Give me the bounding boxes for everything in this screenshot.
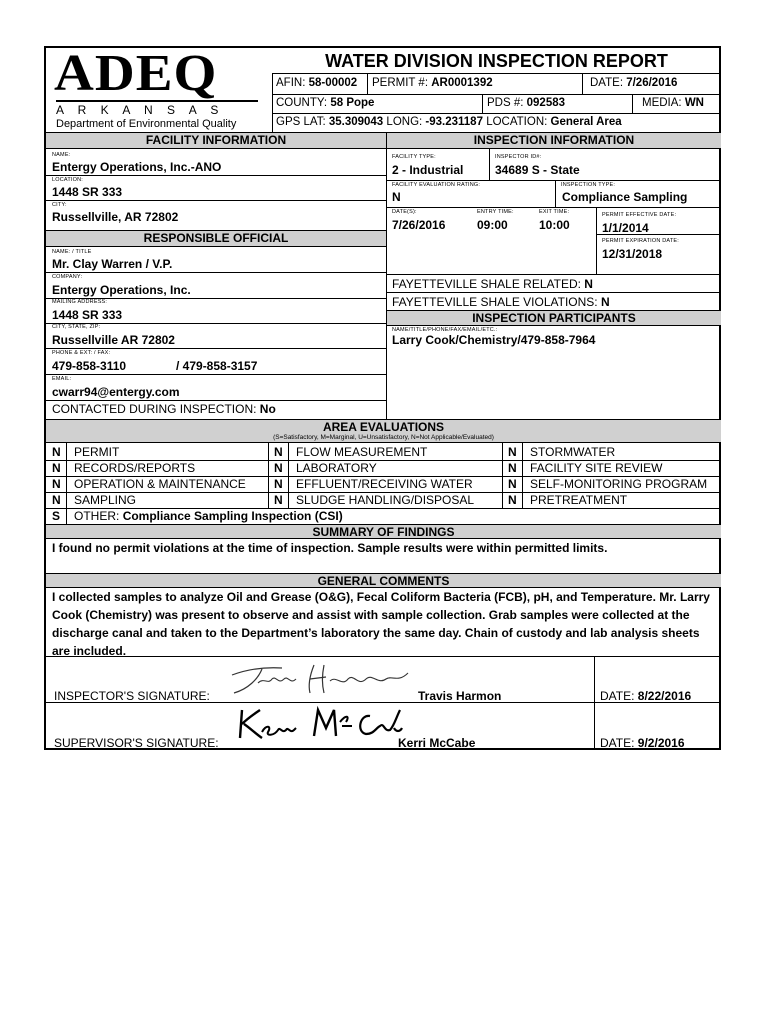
summary-findings-header: SUMMARY OF FINDINGS xyxy=(46,524,721,539)
logo-wordmark: ADEQ xyxy=(54,45,218,102)
permit-expiration-value: 12/31/2018 xyxy=(602,247,663,261)
area-evaluation-label: EFFLUENT/RECEIVING WATER xyxy=(296,477,473,491)
supervisor-date: DATE: 9/2/2016 xyxy=(600,736,685,750)
dates-value: 7/26/2016 xyxy=(392,218,446,232)
official-phone-label: PHONE & EXT: / FAX: xyxy=(52,350,111,356)
inspection-report-form xyxy=(44,46,721,750)
gps-location-field: GPS LAT: 35.309043 LONG: -93.231187 LOCATION: General Area xyxy=(276,116,622,128)
area-evaluation-label: OPERATION & MAINTENANCE xyxy=(74,477,246,491)
general-comments-header: GENERAL COMMENTS xyxy=(46,573,721,588)
area-evaluation-code: N xyxy=(508,477,517,491)
logo-department: Department of Environmental Quality xyxy=(56,118,237,130)
facility-city-value: Russellville, AR 72802 xyxy=(52,210,179,224)
area-evaluation-code: N xyxy=(52,477,61,491)
official-fax-value: / 479-858-3157 xyxy=(176,359,258,373)
area-evaluation-code: N xyxy=(274,445,283,459)
exit-time-value: 10:00 xyxy=(539,218,570,232)
report-title: WATER DIVISION INSPECTION REPORT xyxy=(325,51,668,71)
area-evaluation-code: N xyxy=(274,477,283,491)
facility-type-value: 2 - Industrial xyxy=(392,163,464,177)
fayetteville-shale-violations: FAYETTEVILLE SHALE VIOLATIONS: N xyxy=(392,295,610,309)
general-comments-text: I collected samples to analyze Oil and Grease (O&G), Fecal Coliform Bacteria (FCB), pH, and Temperature. Mr. Larry Cook (Chemistry) was present to observe and assist with sample collection. Grab samples were collected at the discharge canal and taken to the Department’s laboratory the same day. Chain of custody and lab analysis sheets are included. xyxy=(52,590,710,658)
official-company-label: COMPANY: xyxy=(52,274,83,280)
area-evaluations-legend: (S=Satisfactory, M=Marginal, U=Unsatisfactory, N=Not Applicable/Evaluated) xyxy=(273,434,494,441)
area-evaluation-label: SAMPLING xyxy=(74,493,137,507)
exit-time-label: EXIT TIME: xyxy=(539,209,570,215)
supervisor-printed-name: Kerri McCabe xyxy=(398,736,476,750)
area-other-row xyxy=(46,508,721,524)
inspector-signature-label: INSPECTOR'S SIGNATURE: xyxy=(54,689,210,703)
afin-field: AFIN: 58-00002 xyxy=(276,77,358,89)
area-evaluation-code: N xyxy=(274,493,283,507)
logo-rule xyxy=(56,100,258,102)
area-evaluation-code: N xyxy=(274,461,283,475)
facility-type-label: FACILITY TYPE: xyxy=(392,154,436,160)
area-other-label: OTHER: Compliance Sampling Inspection (CSI) xyxy=(74,509,343,523)
permit-number-field: PERMIT #: AR0001392 xyxy=(372,77,493,89)
facility-name-value: Entergy Operations, Inc.-ANO xyxy=(52,160,222,174)
facility-location-label: LOCATION: xyxy=(52,177,84,183)
area-evaluation-label: LABORATORY xyxy=(296,461,377,475)
area-evaluation-code: N xyxy=(52,445,61,459)
inspector-signature-image xyxy=(218,659,418,701)
inspector-id-label: INSPECTOR ID#: xyxy=(495,154,542,160)
participants-label: NAME/TITLE/PHONE/FAX/EMAIL/ETC.: xyxy=(392,327,498,333)
inspection-type-value: Compliance Sampling xyxy=(562,190,688,204)
pds-field: PDS #: 092583 xyxy=(487,97,566,109)
official-city-value: Russellville AR 72802 xyxy=(52,333,175,347)
area-evaluation-label: PRETREATMENT xyxy=(530,493,628,507)
area-evaluation-label: STORMWATER xyxy=(530,445,616,459)
logo-state: A R K A N S A S xyxy=(56,103,220,117)
inspection-participants-header: INSPECTION PARTICIPANTS xyxy=(386,310,721,326)
official-mailing-label: MAILING ADDRESS: xyxy=(52,299,108,305)
facility-information-header: FACILITY INFORMATION xyxy=(46,132,386,149)
official-city-label: CITY, STATE, ZIP: xyxy=(52,324,101,330)
entry-time-label: ENTRY TIME: xyxy=(477,209,514,215)
official-email-label: EMAIL: xyxy=(52,376,72,382)
area-evaluations-header xyxy=(46,419,721,443)
fayetteville-shale-related: FAYETTEVILLE SHALE RELATED: N xyxy=(392,277,593,291)
permit-effective-value: 1/1/2014 xyxy=(602,221,649,235)
official-phone-value: 479-858-3110 xyxy=(52,359,127,373)
area-evaluation-label: PERMIT xyxy=(74,445,120,459)
official-company-value: Entergy Operations, Inc. xyxy=(52,283,191,297)
inspector-id-value: 34689 S - State xyxy=(495,163,580,177)
area-evaluation-label: FACILITY SITE REVIEW xyxy=(530,461,663,475)
area-evaluations-title: AREA EVALUATIONS xyxy=(322,420,445,434)
evaluation-rating-label: FACILITY EVALUATION RATING: xyxy=(392,182,481,188)
inspection-information-header: INSPECTION INFORMATION xyxy=(386,132,721,149)
area-other-code: S xyxy=(52,509,61,523)
area-evaluation-code: N xyxy=(508,445,517,459)
permit-effective-label: PERMIT EFFECTIVE DATE: xyxy=(602,212,677,218)
supervisor-signature-label: SUPERVISOR'S SIGNATURE: xyxy=(54,736,219,750)
media-field: MEDIA: WN xyxy=(642,97,704,109)
official-name-value: Mr. Clay Warren / V.P. xyxy=(52,257,173,271)
area-evaluation-code: N xyxy=(52,461,61,475)
facility-name-label: NAME: xyxy=(52,152,71,158)
area-evaluation-label: SLUDGE HANDLING/DISPOSAL xyxy=(296,493,475,507)
evaluation-rating-value: N xyxy=(392,190,401,204)
area-evaluation-label: FLOW MEASUREMENT xyxy=(296,445,428,459)
facility-city-label: CITY: xyxy=(52,202,67,208)
official-mailing-value: 1448 SR 333 xyxy=(52,308,123,322)
participants-value: Larry Cook/Chemistry/479-858-7964 xyxy=(392,333,596,347)
report-date-field: DATE: 7/26/2016 xyxy=(590,77,678,89)
contacted-during-inspection: CONTACTED DURING INSPECTION: No xyxy=(52,402,276,416)
area-evaluation-code: N xyxy=(508,461,517,475)
official-email-value: cwarr94@entergy.com xyxy=(52,385,180,399)
adeq-logo xyxy=(52,45,270,132)
supervisor-signature-image xyxy=(234,702,404,746)
area-evaluation-code: N xyxy=(508,493,517,507)
entry-time-value: 09:00 xyxy=(477,218,508,232)
summary-findings-text: I found no permit violations at the time of inspection. Sample results were within permitted limits. xyxy=(52,541,608,555)
inspector-printed-name: Travis Harmon xyxy=(418,689,502,703)
dates-label: DATE(S): xyxy=(392,209,417,215)
official-name-label: NAME: / TITLE xyxy=(52,249,92,255)
responsible-official-header: RESPONSIBLE OFFICIAL xyxy=(46,230,386,247)
county-field: COUNTY: 58 Pope xyxy=(276,97,375,109)
facility-location-value: 1448 SR 333 xyxy=(52,185,123,199)
permit-expiration-label: PERMIT EXPIRATION DATE: xyxy=(602,238,680,244)
area-evaluation-code: N xyxy=(52,493,61,507)
inspection-type-label: INSPECTION TYPE: xyxy=(561,182,616,188)
area-evaluation-label: SELF-MONITORING PROGRAM xyxy=(530,477,708,491)
area-evaluation-label: RECORDS/REPORTS xyxy=(74,461,196,475)
inspector-date: DATE: 8/22/2016 xyxy=(600,689,692,703)
